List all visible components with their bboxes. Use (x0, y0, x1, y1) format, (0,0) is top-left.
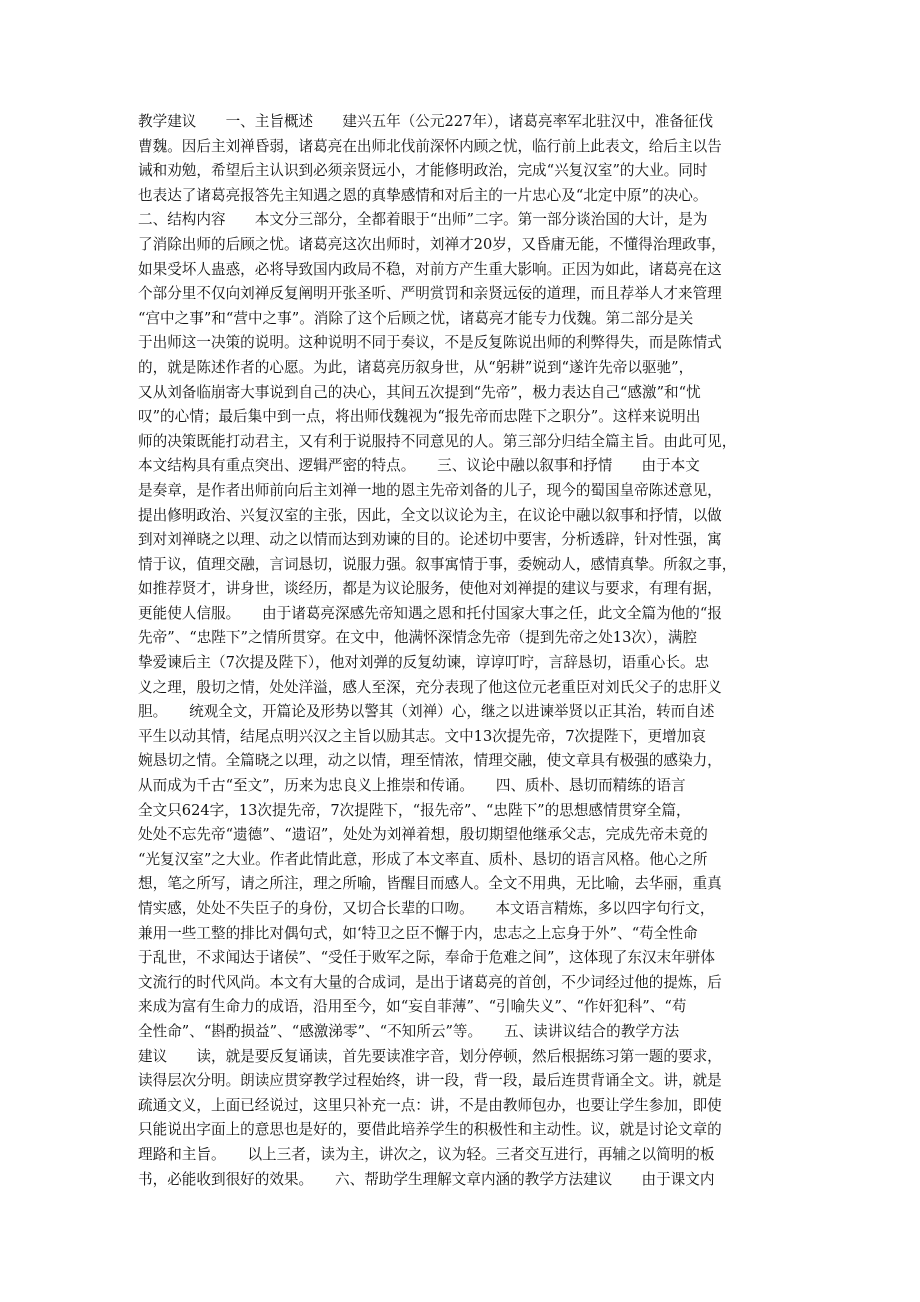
text-line: 婉恳切之情。全篇晓之以理，动之以情，理至情浓，情理交融，使文章具有极强的感染力， (138, 752, 722, 770)
text-line: 本文结构具有重点突出、逻辑严密的特点。 三、议论中融以叙事和抒情 由于本文 (138, 457, 700, 475)
text-line: 又从刘备临崩寄大事说到自己的决心，其间五次提到“先帝”，极力表达自己“感激”和“忧 (138, 383, 701, 401)
text-line: 从而成为千古“至文”，历来为忠良义上推崇和传诵。 四、质朴、恳切而精练的语言 (138, 777, 686, 795)
text-line: 是奏章，是作者出师前向后主刘禅一地的恩主先帝刘备的儿子，现今的蜀国皇帝陈述意见， (138, 481, 722, 499)
text-line: 于乱世，不求闻达于诸侯”、“受任于败军之际，奉命于危难之间”，这体现了东汉末年骈体 (138, 949, 715, 967)
text-line: 兼用一些工整的排比对偶句式，如‘特卫之臣不懈于内，忠志之上忘身于外”、“苟全性命 (138, 924, 698, 942)
text-line: 处处不忘先帝“遗德”、“遗诏”，处处为刘禅着想，殷切期望他继承父志，完成先帝未竟的 (138, 826, 708, 844)
text-line: 疏通文义，上面已经说过，这里只补充一点：讲，不是由教师包办，也要让学生参加，即使 (138, 1096, 722, 1114)
body-text (138, 110, 788, 1192)
text-line: 想，笔之所写，请之所注，理之所喻，皆醒目而感人。全文不用典，无比喻，去华丽，重真 (138, 875, 722, 893)
text-line: 读得层次分明。朗读应贯穿教学过程始终，讲一段，背一段，最后连贯背诵全文。讲，就是 (138, 1072, 722, 1090)
text-line: 个部分里不仅向刘禅反复阐明开张圣听、严明赏罚和亲贤远佞的道理，而且荐举人才来管理 (138, 285, 722, 303)
text-line: 情实感，处处不失臣子的身份，又切合长辈的口吻。 本文语言精炼，多以四字句行文， (138, 900, 715, 917)
text-line: 提出修明政治、兴复汉室的主张，因此，全文以议论为主，在议论中融以叙事和抒情，以做 (138, 506, 722, 524)
text-line: 全性命”、“斟酌损益”、“感激涕零”、“不知所云”等。 五、读讲议结合的教学方法 (138, 1022, 680, 1040)
text-line: 也表达了诸葛亮报答先主知遇之恩的真挚感情和对后主的一片忠心及“北定中原”的决心。 (138, 186, 708, 204)
text-line: 平生以动其情，结尾点明兴汉之主旨以励其志。文中13次提先帝，7次提陛下，更增加哀 (138, 727, 706, 745)
text-line: 理路和主旨。 以上三者，读为主，讲次之，议为轻。三者交互进行，再辅之以简明的板 (138, 1145, 715, 1163)
text-line: 于出师这一决策的说明。这种说明不同于奏议，不是反复陈说出师的利弊得失，而是陈情式 (138, 334, 722, 352)
text-line: 只能说出字面上的意思也是好的，要借此培养学生的积极性和主动性。议，就是讨论文章的 (138, 1121, 722, 1139)
text-line: 建议 读，就是要反复诵读，首先要读准字音，划分停顿，然后根据练习第一题的要求， (138, 1047, 722, 1065)
text-line: 教学建议 一、主旨概述 建兴五年（公元227年），诸葛亮率军北驻汉中，准备征伐 (138, 113, 714, 130)
text-line: 师的决策既能打动君主，又有利于说服持不同意见的人。第三部分归结全篇主旨。由此可见， (138, 432, 737, 450)
text-line: 如果受坏人蛊惑，必将导致国内政局不稳，对前方产生重大影响。正因为如此，诸葛亮在这 (138, 260, 722, 278)
text-line: 胆。 统观全文，开篇论及形势以警其（刘禅）心，继之以进谏举贤以正其治，转而自述 (138, 703, 715, 721)
text-line: 曹魏。因后主刘禅昏弱，诸葛亮在出师北伐前深怀内顾之忧，临行前上此表文，给后主以告 (138, 137, 722, 155)
text-line: 挚爱谏后主（7次提及陛下），他对刘弹的反复幼谏，谆谆叮咛，言辞恳切，语重心长。忠 (138, 654, 710, 672)
text-line: 文流行的时代风尚。本文有大量的合成词，是出于诸葛亮的首创，不少词经过他的提炼，后 (138, 973, 722, 991)
text-line: 二、结构内容 本文分三部分，全都着眼于“出师”二字。第一部分谈治国的大计，是为 (138, 211, 708, 229)
text-line: 叹”的心情；最后集中到一点，将出师伐魏视为“报先帝而忠陛下之职分”。这样来说明出 (138, 408, 701, 426)
text-line: 更能使人信服。 由于诸葛亮深感先帝知遇之恩和托付国家大事之任，此文全篇为他的“报 (138, 604, 722, 622)
text-line: 到对刘禅晓之以理、动之以情而达到劝谏的目的。论述切中要害，分析透辟，针对性强，寓 (138, 531, 722, 549)
text-line: 诫和劝勉，希望后主认识到必须亲贤远小，才能修明政治，完成“兴复汉室”的大业。同时 (138, 162, 708, 180)
text-line: 先帝”、“忠陛下”之情所贯穿。在文中，他满怀深情念先帝（提到先帝之处13次），满腔 (138, 629, 698, 647)
text-line: “光复汉室”之大业。作者此情此意，形成了本文率直、质朴、恳切的语言风格。他心之所 (138, 850, 708, 868)
text-line: 情于议，值理交融，言词恳切，说服力强。叙事寓情于事，委婉动人，感情真挚。所叙之事， (138, 555, 737, 573)
text-line: “宫中之事”和“营中之事”。消除了这个后顾之忧，诸葛亮才能专力伐魏。第二部分是关 (138, 309, 694, 327)
text-line: 的，就是陈述作者的心愿。为此，诸葛亮历叙身世，从“躬耕”说到“遂许先帝以驱驰”， (138, 358, 694, 376)
text-line: 义之理，殷切之情，处处洋溢，感人至深，充分表现了他这位元老重臣对刘氏父子的忠肝义 (138, 678, 722, 696)
text-line: 了消除出师的后顾之忧。诸葛亮这次出师时，刘禅才20岁，又昏庸无能，不懂得治理政事， (138, 235, 726, 253)
text-line: 书，必能收到很好的效果。 六、帮助学生理解文章内涵的教学方法建议 由于课文内 (138, 1170, 715, 1188)
text-line: 如推荐贤才，讲身世，谈经历，都是为议论服务，使他对刘禅提的建议与要求，有理有据， (138, 580, 722, 598)
text-line: 全文只624字，13次提先帝，7次提陛下，“报先帝”、“忠陛下”的思想感情贯穿全篇， (138, 801, 691, 819)
text-line: 来成为富有生命力的成语，沿用至今，如“妄自菲薄”、“引喻失义”、“作奸犯科”、“苟 (138, 998, 687, 1016)
